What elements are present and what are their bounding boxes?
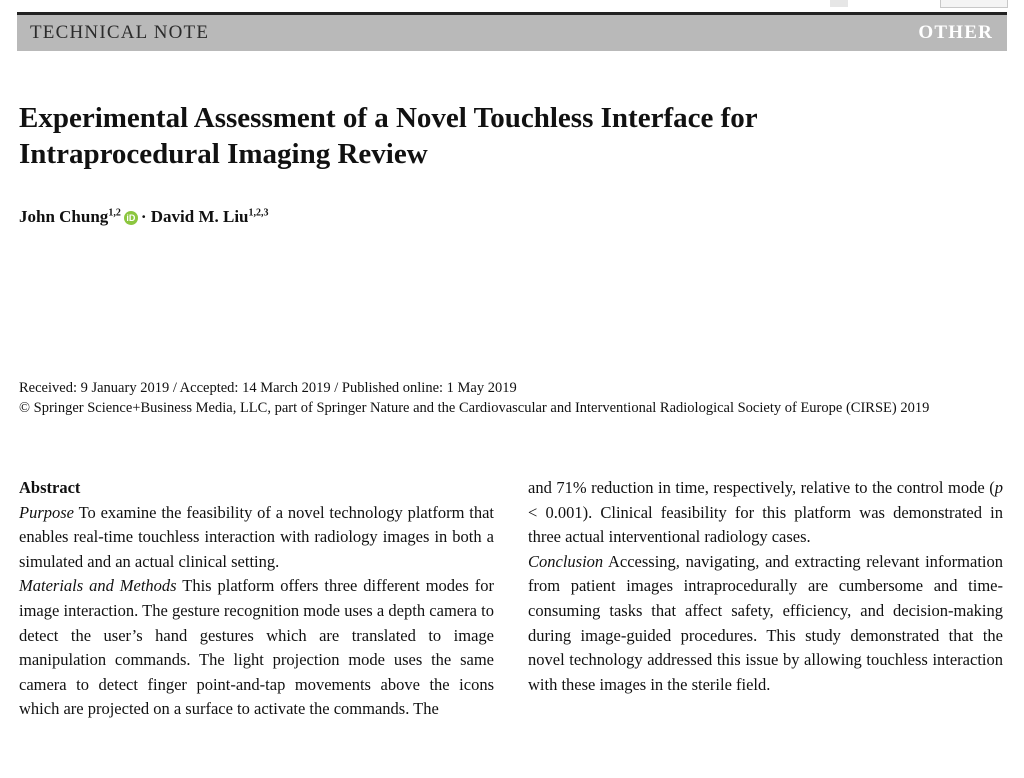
abstract-conclusion xyxy=(528,550,1003,698)
author-name: John Chung xyxy=(19,207,109,226)
p-symbol: p xyxy=(994,478,1003,497)
update-button[interactable] xyxy=(940,0,1008,8)
purpose-label: Purpose xyxy=(19,502,74,522)
section-header-band xyxy=(17,15,1007,51)
results-text: and 71% reduction in time, respectively, relative to the control mode ( xyxy=(528,478,995,497)
publication-dates: Received: 9 January 2019 / Accepted: 14 March 2019 / Published online: 1 May 2019 xyxy=(19,380,517,396)
abstract-column-left xyxy=(19,476,494,722)
abstract-column-right xyxy=(528,476,1003,697)
author-line xyxy=(19,207,269,227)
methods-label: Materials and Methods xyxy=(19,576,177,596)
orcid-icon[interactable]: iD xyxy=(124,211,138,225)
scrollbar-fragment[interactable] xyxy=(830,0,848,7)
paper-title: Experimental Assessment of a Novel Touchless Interface for Intraprocedural Imaging Review xyxy=(19,102,758,170)
conclusion-label: Conclusion xyxy=(528,551,604,571)
copyright-notice: © Springer Science+Business Media, LLC, part of Springer Nature and the Cardiovascular and Interventional Radiological Society of Europe (CIRSE) 2019 xyxy=(19,400,930,416)
author-separator: · xyxy=(140,207,147,226)
abstract-heading: Abstract xyxy=(19,478,81,497)
purpose-text: To examine the feasibility of a novel technology platform that enables real-time touchless interaction with radiology images in both a simulated and an actual clinical setting. xyxy=(19,502,495,571)
category-label: OTHER xyxy=(918,22,993,43)
methods-text: This platform offers three different modes for image interaction. The gesture recognition mode uses a depth camera to detect the user’s hand gestures which are translated to image manipulation commands. The light projection mode uses the same camera to detect finger point-and-tap movements above the icons which are projected on a surface to activate the commands. The xyxy=(19,576,494,719)
author-affiliation: 1,2 xyxy=(108,207,121,219)
abstract-results-continued xyxy=(528,476,1003,550)
abstract-methods xyxy=(19,574,494,722)
publication-meta xyxy=(19,378,1009,418)
author-affiliation: 1,2,3 xyxy=(248,207,269,219)
conclusion-text: Accessing, navigating, and extracting relevant information from patient images intraprocedurally are cumbersome and time-consuming tasks that affect safety, efficiency, and decision-making during image-guided procedures. This study demonstrated that the novel technology addressed this issue by allowing touchless interaction with these images in the sterile field. xyxy=(528,551,1003,694)
section-label: TECHNICAL NOTE xyxy=(30,22,210,43)
abstract-purpose xyxy=(19,501,494,575)
author-name: David M. Liu xyxy=(150,207,249,226)
p-value-text: < 0.001). Clinical feasibility for this platform was demonstrated in three actual interventional radiology cases. xyxy=(528,502,1003,547)
